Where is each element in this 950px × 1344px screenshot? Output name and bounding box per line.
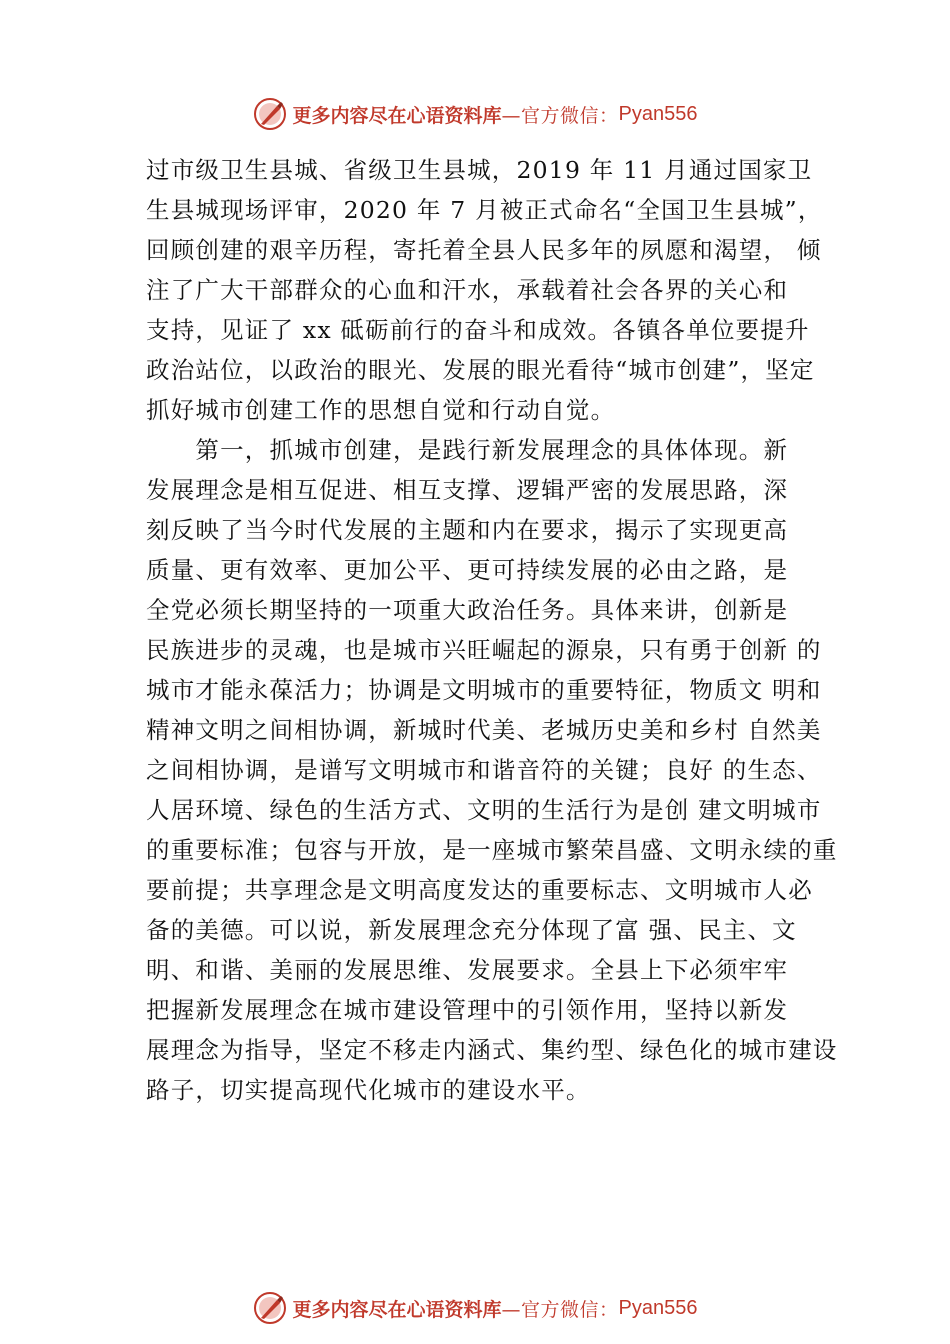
text-line: 城市才能永葆活力；协调是文明城市的重要特征，物质文 明和 — [146, 676, 822, 704]
text-line: 之间相协调，是谱写文明城市和谐音符的关键；良好 的生态、 — [146, 756, 822, 784]
text-line: 刻反映了当今时代发展的主题和内在要求，揭示了实现更高 — [146, 516, 789, 544]
text-line: 人居环境、绿色的生活方式、文明的生活行为是创 建文明城市 — [146, 796, 822, 824]
text-line: 抓好城市创建工作的思想自觉和行动自觉。 — [146, 396, 616, 424]
text-line: 备的美德。可以说，新发展理念充分体现了富 强、民主、文 — [146, 916, 797, 944]
quill-logo-icon — [253, 97, 287, 131]
text-line: 政治站位，以政治的眼光、发展的眼光看待“城市创建”，坚定 — [146, 356, 815, 384]
text-line: 路子，切实提高现代化城市的建设水平。 — [146, 1076, 591, 1104]
text-line: 质量、更有效率、更加公平、更可持续发展的必由之路，是 — [146, 556, 789, 584]
text-line: 的重要标准；包容与开放，是一座城市繁荣昌盛、文明永续的重 — [146, 836, 838, 864]
footer-watermark — [0, 1288, 950, 1328]
watermark-wechat-id: Pyan556 — [618, 1296, 698, 1319]
document-body — [146, 150, 838, 1110]
text-line: 发展理念是相互促进、相互支撑、逻辑严密的发展思路，深 — [146, 476, 789, 504]
text-line: 明、和谐、美丽的发展思维、发展要求。全县上下必须牢牢 — [146, 956, 789, 984]
text-line: 要前提；共享理念是文明高度发达的重要标志、文明城市人必 — [146, 876, 813, 904]
watermark-wechat-id: Pyan556 — [618, 102, 698, 125]
text-line: 注了广大干部群众的心血和汗水，承载着社会各界的关心和 — [146, 276, 789, 304]
watermark-main-text: 更多内容尽在心语资料库 — [292, 1298, 502, 1321]
text-line: 回顾创建的艰辛历程，寄托着全县人民多年的夙愿和渴望， 倾 — [146, 236, 822, 264]
text-line: 第一，抓城市创建，是践行新发展理念的具体体现。新 — [146, 436, 789, 464]
watermark-main-text: 更多内容尽在心语资料库 — [292, 104, 502, 127]
text-line: 精神文明之间相协调，新城时代美、老城历史美和乡村 自然美 — [146, 716, 822, 744]
watermark-sub-text: —官方微信： — [501, 104, 619, 127]
watermark-sub-text: —官方微信： — [501, 1298, 619, 1321]
quill-logo-icon — [253, 1291, 287, 1325]
text-line: 民族进步的灵魂，也是城市兴旺崛起的源泉，只有勇于创新 的 — [146, 636, 822, 664]
text-line: 支持，见证了 xx 砥砺前行的奋斗和成效。各镇各单位要提升 — [146, 316, 810, 344]
text-line: 把握新发展理念在城市建设管理中的引领作用，坚持以新发 — [146, 996, 789, 1024]
header-watermark — [0, 94, 950, 134]
text-line: 生县城现场评审，2020 年 7 月被正式命名“全国卫生县城”， — [146, 196, 823, 224]
text-line: 全党必须长期坚持的一项重大政治任务。具体来讲，创新是 — [146, 596, 789, 624]
text-line: 过市级卫生县城、省级卫生县城，2019 年 11 月通过国家卫 — [146, 156, 813, 184]
text-line: 展理念为指导，坚定不移走内涵式、集约型、绿色化的城市建设 — [146, 1036, 838, 1064]
